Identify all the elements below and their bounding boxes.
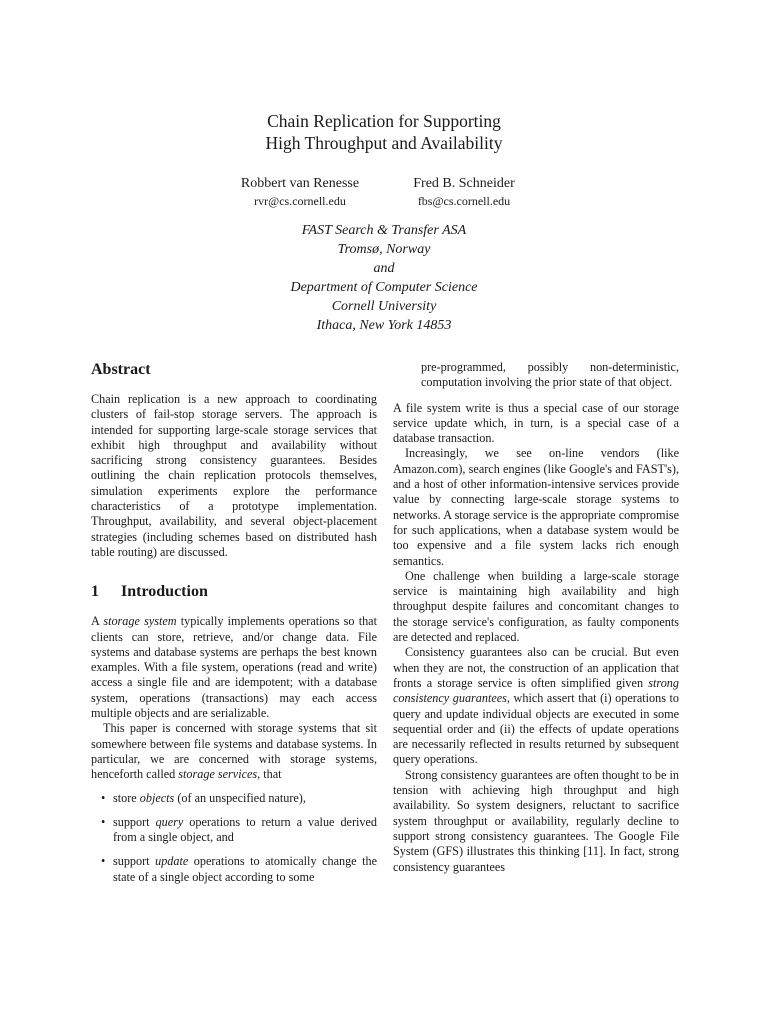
- text-run: This paper is concerned with storage systems that sit somewhere between file systems and database systems. In particular, we are concerned with storage systems, henceforth called: [91, 721, 377, 782]
- body-paragraph: A file system write is thus a special case of our storage service update which, in turn, is a special case of a database transaction.: [393, 400, 679, 446]
- abstract-heading: Abstract: [91, 361, 151, 378]
- text-run: typically implements operations so that clients can store, retrieve, and/or change data. File systems and database systems are perhaps the best known examples. With a file system, operations (read and write) access a single file and are idempotent; with a database system, operations (transactions) may each access multiple objects and are serializable.: [91, 614, 377, 721]
- text-run: (of an unspecified nature),: [174, 790, 306, 805]
- text-run: , which assert that (i) operations to query and update individual objects are executed in some sequential order and (ii) the effects of update operations are necessarily reflected in results returned by subsequent query operations.: [393, 691, 679, 767]
- author-2: [364, 175, 564, 209]
- affiliation-line: Cornell University: [331, 299, 437, 314]
- emphasis-text: storage system: [103, 614, 177, 629]
- bullet-icon: •: [101, 854, 106, 869]
- affiliation-line: Ithaca, New York 14853: [316, 318, 452, 333]
- abstract-text: Chain replication is a new approach to coordinating clusters of fail-stop storage servers. The approach is intended for supporting large-scale storage services that exhibit high throughput and availability without sacrificing strong consistency guarantees. Besides outlining the chain replication protocols themselves, simulation experiments explore the performance characteristics of a prototype implementation. Throughput, availability, and several object-placement strategies (including schemes based on distributed hash table routing) are discussed.: [91, 392, 377, 559]
- emphasis-text: objects: [139, 790, 175, 805]
- body-paragraph: Strong consistency guarantees are often thought to be in tension with achieving high throughput and high availability. So system designers, reluctant to sacrifice system throughput or availability, regularly decline to support strong consistency guarantees. The Google File System (GFS) illustrates this thinking [11]. In fact, strong consistency guarantees: [393, 767, 679, 874]
- body-paragraph: One challenge when building a large-scale storage service is maintaining high availability and high throughput despite failures and concomitant changes to the storage service's configuration, as faulty components are detected and replaced.: [393, 568, 679, 645]
- right-column: [393, 360, 679, 875]
- text-run: operations to atomically change the state of a single object according to some: [113, 854, 377, 884]
- text-run: support: [113, 854, 156, 869]
- affiliation-line: and: [373, 261, 395, 276]
- title-line-1: Chain Replication for Supporting: [267, 111, 501, 131]
- affiliation-line: Department of Computer Science: [290, 280, 478, 295]
- title-line-2: High Throughput and Availability: [265, 133, 503, 153]
- bullet-list: [91, 791, 377, 885]
- paragraph-gap: [393, 391, 679, 401]
- list-item: [91, 854, 377, 885]
- body-paragraph: Increasingly, we see on-line vendors (like Amazon.com), search engines (like Google's and FAST's), and a host of other information-intensive services provide value by connecting large-scale storage systems to networks. A storage service is the appropriate compromise for such applications, when a database system would be too expensive and a file system lacks rich enough semantics.: [393, 446, 679, 568]
- text-run: store: [113, 790, 140, 805]
- bullet-icon: •: [101, 790, 106, 805]
- section-number: 1: [91, 583, 99, 601]
- section-title: Introduction: [121, 583, 208, 601]
- author-email: fbs@cs.cornell.edu: [417, 194, 511, 208]
- list-item: [91, 791, 377, 806]
- section-heading: [91, 582, 377, 602]
- bullet-icon: •: [101, 814, 106, 829]
- emphasis-text: strong consistency guarantees: [393, 675, 679, 706]
- text-run: operations to return a value derived from a single object, and: [113, 814, 377, 845]
- author-email: rvr@cs.cornell.edu: [254, 194, 346, 208]
- left-column: [91, 360, 377, 894]
- text-run: , that: [257, 767, 282, 782]
- text-run: A: [91, 614, 104, 629]
- affiliation-line: FAST Search & Transfer ASA: [301, 223, 467, 238]
- list-item: [91, 815, 377, 846]
- emphasis-text: storage services: [178, 767, 258, 782]
- affiliation-block: [0, 221, 768, 335]
- body-paragraph: [393, 645, 679, 767]
- author-name: Fred B. Schneider: [413, 176, 515, 191]
- author-name: Robbert van Renesse: [240, 176, 360, 191]
- affiliation-line: Tromsø, Norway: [337, 242, 431, 257]
- paper-title: [0, 110, 768, 154]
- text-run: Consistency guarantees also can be crucial. But even when they are not, the construction of an application that fronts a storage service is often simplified given: [393, 645, 679, 690]
- bullet-continuation: pre-programmed, possibly non-deterministic, computation involving the prior state of that object.: [421, 360, 679, 390]
- intro-paragraph-1: [91, 614, 377, 721]
- emphasis-text: update: [155, 854, 189, 869]
- intro-paragraph-2: [91, 721, 377, 782]
- emphasis-text: query: [155, 814, 184, 829]
- text-run: support: [113, 814, 156, 829]
